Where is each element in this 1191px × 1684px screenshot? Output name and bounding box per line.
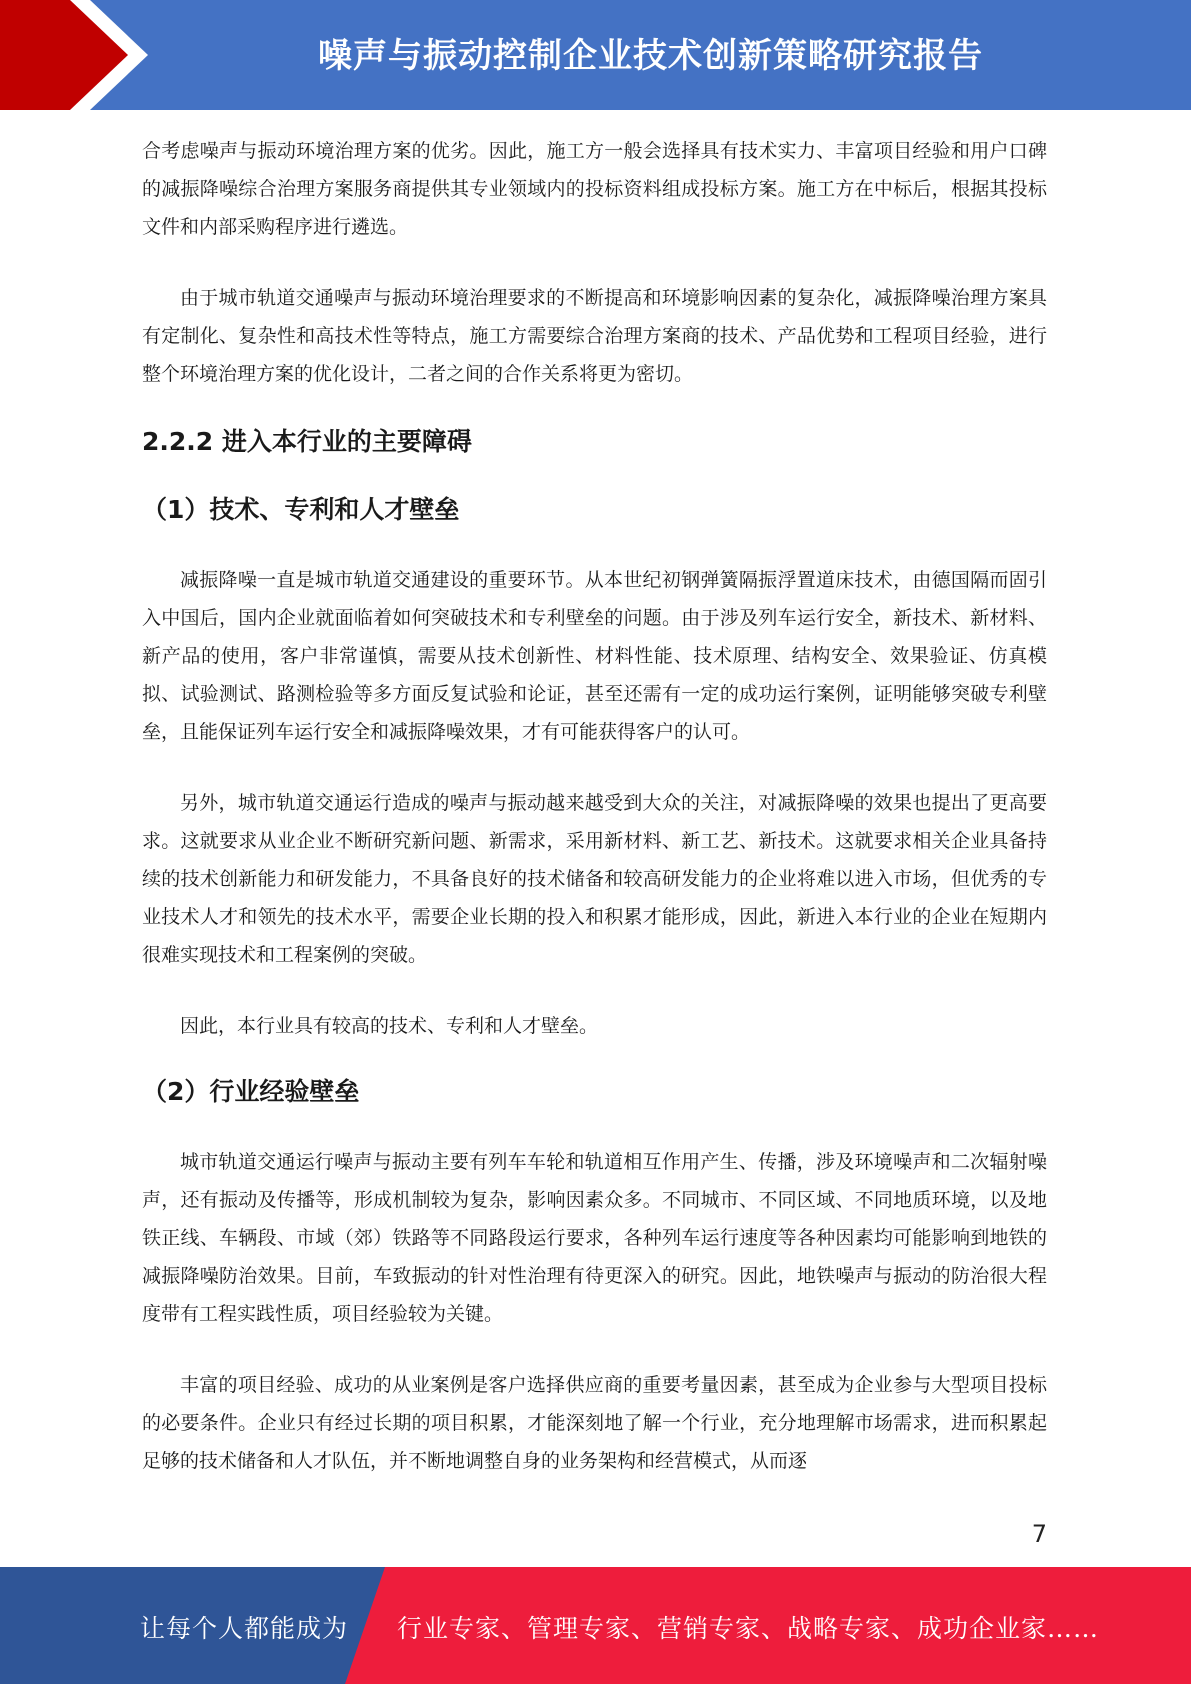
paragraph: 城市轨道交通运行噪声与振动主要有列车车轮和轨道相互作用产生、传播，涉及环境噪声和二次辐射噪声，还有振动及传播等，形成机制较为复杂，影响因素众多。不同城市、不同区域、不同地质环境，以及地铁正线、车辆段、市域（郊）铁路等不同路段运行要求，各种列车运行速度等各种因素均可能影响到地铁的减振降噪防治效果。目前，车致振动的针对性治理有待更深入的研究。因此，地铁噪声与振动的防治很大程度带有工程实践性质，项目经验较为关键。 (142, 1151, 1047, 1325)
footer-slogan-left: 让每个人都能成为 (140, 1614, 349, 1643)
paragraph: 减振降噪一直是城市轨道交通建设的重要环节。从本世纪初钢弹簧隔振浮置道床技术，由德国隔而固引入中国后，国内企业就面临着如何突破技术和专利壁垒的问题。由于涉及列车运行安全，新技术、新材料、新产品的使用，客户非常谨慎，需要从技术创新性、材料性能、技术原理、结构安全、效果验证、仿真模拟、试验测试、路测检验等多方面反复试验和论证，甚至还需有一定的成功运行案例，证明能够突破专利壁垒，且能保证列车运行安全和减振降噪效果，才有可能获得客户的认可。 (142, 569, 1047, 743)
page-header (0, 0, 1191, 110)
section-heading: 2.2.2 进入本行业的主要障碍 (142, 427, 472, 456)
page-body (142, 132, 1047, 1480)
paragraph: 由于城市轨道交通噪声与振动环境治理要求的不断提高和环境影响因素的复杂化，减振降噪治理方案具有定制化、复杂性和高技术性等特点，施工方需要综合治理方案商的技术、产品优势和工程项目经验，进行整个环境治理方案的优化设计，二者之间的合作关系将更为密切。 (142, 287, 1047, 385)
paragraph: 因此，本行业具有较高的技术、专利和人才壁垒。 (180, 1015, 599, 1037)
paragraph: 丰富的项目经验、成功的从业案例是客户选择供应商的重要考量因素，甚至成为企业参与大型项目投标的必要条件。企业只有经过长期的项目积累，才能深刻地了解一个行业，充分地理解市场需求，进而积累起足够的技术储备和人才队伍，并不断地调整自身的业务架构和经营模式，从而逐 (142, 1374, 1047, 1472)
subsection-heading: （1）技术、专利和人才壁垒 (142, 495, 460, 524)
page-number: 7 (1031, 1520, 1047, 1548)
page-footer (0, 1567, 1191, 1684)
paragraph: 合考虑噪声与振动环境治理方案的优劣。因此，施工方一般会选择具有技术实力、丰富项目经验和用户口碑的减振降噪综合治理方案服务商提供其专业领域内的投标资料组成投标方案。施工方在中标后，根据其投标文件和内部采购程序进行遴选。 (142, 140, 1047, 238)
footer-slogan-right: 行业专家、管理专家、营销专家、战略专家、成功企业家…… (397, 1614, 1100, 1643)
subsection-heading: （2）行业经验壁垒 (142, 1077, 360, 1106)
paragraph: 另外，城市轨道交通运行造成的噪声与振动越来越受到大众的关注，对减振降噪的效果也提出了更高要求。这就要求从业企业不断研究新问题、新需求，采用新材料、新工艺、新技术。这就要求相关企业具备持续的技术创新能力和研发能力，不具备良好的技术储备和较高研发能力的企业将难以进入市场，但优秀的专业技术人才和领先的技术水平，需要企业长期的投入和积累才能形成，因此，新进入本行业的企业在短期内很难实现技术和工程案例的突破。 (142, 792, 1047, 966)
report-title: 噪声与振动控制企业技术创新策略研究报告 (318, 36, 983, 76)
